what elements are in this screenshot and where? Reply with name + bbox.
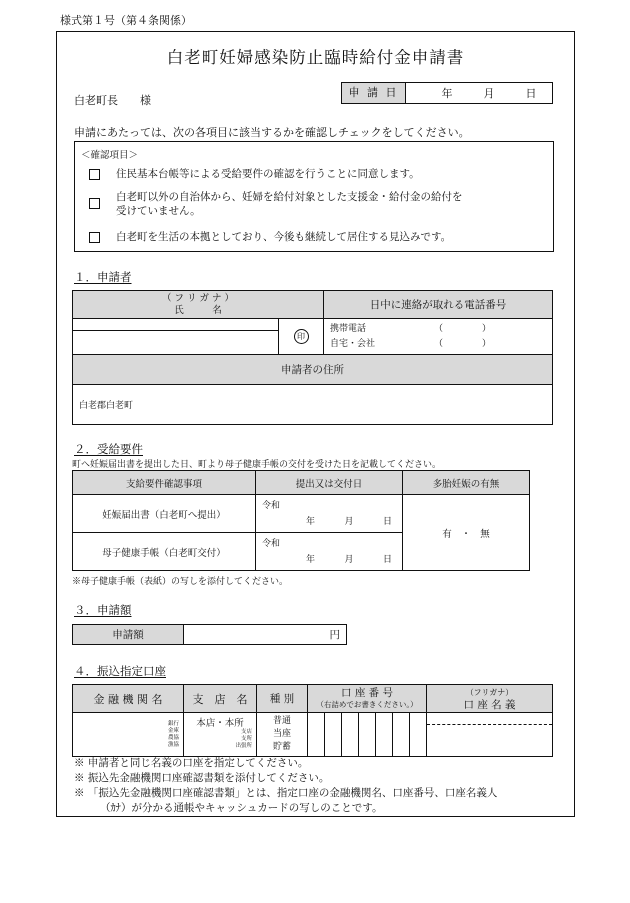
month-label: 月 xyxy=(344,554,354,565)
footnote-1: ※ 申請者と同じ名義の口座を指定してください。 xyxy=(74,757,309,769)
section2-title: ２．受給要件 xyxy=(74,442,143,456)
eligibility-row-1-item: 妊娠届出書（白老町へ提出） xyxy=(73,495,256,533)
address-field[interactable] xyxy=(73,385,553,425)
year-label: 年 xyxy=(306,516,316,527)
account-type-futsu: 普通 xyxy=(272,716,291,726)
eligibility-header-date: 提出又は交付日 xyxy=(256,471,403,495)
application-date-label: 申 請 日 xyxy=(342,83,406,103)
checkbox-3[interactable] xyxy=(89,232,100,243)
seal-icon: 印 xyxy=(294,329,309,344)
day-label: 日 xyxy=(382,516,392,527)
holder-furigana-label: （フリガナ） xyxy=(465,687,514,697)
eligibility-table xyxy=(72,470,530,571)
bank-type-nokyo: 農協 xyxy=(167,734,179,741)
account-digit-3[interactable] xyxy=(342,713,359,757)
date-year: 年 xyxy=(441,87,453,100)
footnote-2: ※ 振込先金融機関口座確認書類を添付してください。 xyxy=(74,772,330,784)
account-digit-7[interactable] xyxy=(410,713,427,757)
confirm-item-2-text-a: 白老町以外の自治体から、妊婦を給付対象とした支援金・給付金の給付を xyxy=(116,191,463,203)
amount-field[interactable] xyxy=(184,625,347,645)
furigana-label: （ フ リ ガ ナ ） xyxy=(161,292,235,304)
account-type-field[interactable] xyxy=(257,713,308,757)
confirm-item-1-text: 住民基本台帳等による受給要件の確認を行うことに同意します。 xyxy=(116,168,420,180)
footnote-4: （ｶﾅ）が分かる通帳やキャッシュカードの写しのことです。 xyxy=(100,802,383,814)
bank-name-field[interactable] xyxy=(73,713,184,757)
year-label: 年 xyxy=(306,554,316,565)
date-day: 日 xyxy=(525,87,537,100)
paren-open: （ xyxy=(434,323,444,334)
era-label: 令和 xyxy=(262,500,281,511)
holder-header xyxy=(427,685,553,713)
name-field[interactable] xyxy=(73,319,279,355)
bank-account-table xyxy=(72,684,553,757)
amount-table xyxy=(72,624,347,645)
addressee: 白老町長 様 xyxy=(74,94,151,107)
paren-open: （ xyxy=(434,338,444,349)
confirm-item-2 xyxy=(89,190,463,218)
branch-type-shisho: 支所 xyxy=(240,736,252,742)
page-title: 白老町妊婦感染防止臨時給付金申請書 xyxy=(166,48,465,67)
branch-main: 本店・本所 xyxy=(196,718,244,729)
section1-title: １．申請者 xyxy=(74,270,132,284)
application-date-field[interactable] xyxy=(406,83,552,103)
checkbox-2[interactable] xyxy=(89,198,100,209)
phone-header: 日中に連絡が取れる電話番号 xyxy=(324,291,553,319)
intro-text: 申請にあたっては、次の各項目に該当するかを確認しチェックをしてください。 xyxy=(74,126,470,139)
account-number-label: 口 座 番 号 xyxy=(340,686,393,699)
phone-field[interactable] xyxy=(324,319,553,355)
type-header: 種 別 xyxy=(257,685,308,713)
form-label: 様式第１号（第４条関係） xyxy=(60,14,192,27)
name-header xyxy=(73,291,324,319)
branch-type-shucchojo: 出張所 xyxy=(235,743,252,749)
footnote-3: ※ 「振込先金融機関口座確認書類」とは、指定口座の金融機関名、口座番号、口座名義人 xyxy=(74,787,498,799)
paren-close: ） xyxy=(482,323,492,334)
home-label: 自宅・会社 xyxy=(330,338,376,349)
amount-label: 申請額 xyxy=(73,625,184,645)
holder-label: 口 座 名 義 xyxy=(463,698,516,711)
eligibility-header-multiple: 多胎妊娠の有無 xyxy=(403,471,530,495)
address-prefix: 白老郡白老町 xyxy=(79,401,134,411)
mobile-label: 携帯電話 xyxy=(330,323,367,334)
eligibility-row-2-item: 母子健康手帳（白老町交付） xyxy=(73,533,256,571)
bank-type-gyokyo: 漁協 xyxy=(167,741,179,748)
account-holder-field[interactable] xyxy=(427,713,553,757)
account-digit-2[interactable] xyxy=(325,713,342,757)
account-number-note: （右詰めでお書きください。） xyxy=(316,699,418,709)
branch-header: 支 店 名 xyxy=(184,685,257,713)
account-digit-6[interactable] xyxy=(393,713,410,757)
checkbox-1[interactable] xyxy=(89,169,100,180)
paren-close: ） xyxy=(482,338,492,349)
branch-type-shiten: 支店 xyxy=(240,729,252,735)
applicant-table xyxy=(72,290,553,425)
day-label: 日 xyxy=(382,554,392,565)
bank-type-shinkin: 金庫 xyxy=(167,727,179,734)
footnotes xyxy=(74,756,497,816)
confirm-item-3-text: 白老町を生活の本拠としており、今後も継続して居住する見込みです。 xyxy=(116,231,452,243)
account-digit-4[interactable] xyxy=(359,713,376,757)
account-type-chochiku: 貯蓄 xyxy=(272,742,291,752)
confirm-item-3 xyxy=(89,230,451,244)
month-label: 月 xyxy=(344,516,354,527)
account-digit-1[interactable] xyxy=(308,713,325,757)
address-header: 申請者の住所 xyxy=(73,355,553,385)
section4-title: ４．振込指定口座 xyxy=(74,664,166,678)
bank-type-bank: 銀行 xyxy=(167,720,179,727)
bank-header: 金 融 機 関 名 xyxy=(73,685,184,713)
section3-title: ３．申請額 xyxy=(74,603,132,617)
amount-unit: 円 xyxy=(329,629,340,641)
branch-name-field[interactable] xyxy=(184,713,257,757)
name-label: 氏 名 xyxy=(174,304,222,316)
account-digit-5[interactable] xyxy=(376,713,393,757)
confirm-item-1 xyxy=(89,167,420,181)
account-type-toza: 当座 xyxy=(272,729,291,739)
confirmation-heading: ＜確認項目＞ xyxy=(81,150,139,161)
eligibility-header-item: 支給要件確認事項 xyxy=(73,471,256,495)
section2-footnote: ※母子健康手帳（表紙）の写しを添付してください。 xyxy=(72,577,289,587)
seal-cell xyxy=(279,319,324,355)
confirmation-box xyxy=(74,141,554,252)
era-label: 令和 xyxy=(262,538,281,549)
application-date-box xyxy=(341,82,553,104)
date-month: 月 xyxy=(483,87,495,100)
eligibility-row-2-date[interactable] xyxy=(256,533,403,571)
section2-note: 町へ妊娠届出書を提出した日、町より母子健康手帳の交付を受けた日を記載してください。 xyxy=(72,460,442,470)
multiple-pregnancy-field[interactable]: 有 ・ 無 xyxy=(403,495,530,571)
confirm-item-2-text-b: 受けていません。 xyxy=(116,205,201,217)
eligibility-row-1-date[interactable] xyxy=(256,495,403,533)
account-number-header xyxy=(308,685,427,713)
